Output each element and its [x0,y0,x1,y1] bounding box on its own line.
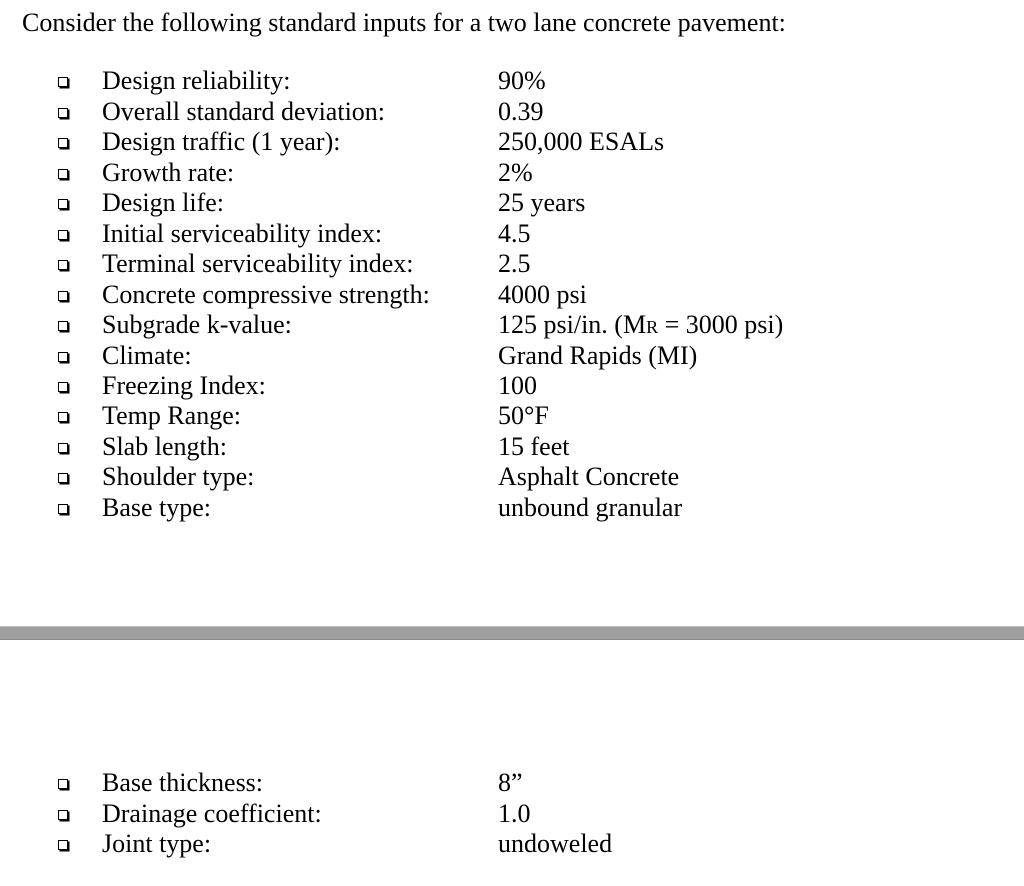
checkbox-bullet-icon [58,77,68,87]
input-value: 2% [498,158,533,187]
value-subscript: R [646,317,659,337]
list-item [0,66,1024,96]
list-item [0,371,1024,401]
list-item [0,493,1024,523]
value-prefix: 125 psi/in. (M [498,310,647,339]
list-item [0,432,1024,462]
input-label: Terminal serviceability index: [102,249,414,278]
input-label: Climate: [102,341,192,370]
list-item [0,280,1024,310]
list-item [0,768,1024,798]
input-value: undoweled [498,829,613,858]
input-value: 25 years [498,188,586,217]
checkbox-bullet-icon [58,504,68,514]
list-item [0,829,1024,859]
input-label: Growth rate: [102,158,235,187]
checkbox-bullet-icon [58,291,68,301]
input-label: Drainage coefficient: [102,799,322,828]
checkbox-bullet-icon [58,352,68,362]
checkbox-bullet-icon [58,260,68,270]
checkbox-bullet-icon [58,230,68,240]
input-value: 1.0 [498,799,531,828]
page-divider [0,626,1024,640]
checkbox-bullet-icon [58,840,68,850]
input-label: Overall standard deviation: [102,97,386,126]
list-item [0,188,1024,218]
list-item [0,249,1024,279]
input-label: Subgrade k-value: [102,310,292,339]
input-value: 100 [498,371,537,400]
input-label: Design life: [102,188,225,217]
checkbox-bullet-icon [58,810,68,820]
list-item [0,341,1024,371]
checkbox-bullet-icon [58,412,68,422]
input-value: 250,000 ESALs [498,127,665,156]
input-value: 4.5 [498,219,531,248]
input-label: Slab length: [102,432,227,461]
input-label: Concrete compressive strength: [102,280,430,309]
value-suffix: = 3000 psi) [658,310,784,339]
input-value: 4000 psi [498,280,587,309]
checkbox-bullet-icon [58,321,68,331]
input-label: Base thickness: [102,768,264,797]
input-label: Joint type: [102,829,212,858]
input-value: unbound granular [498,493,683,522]
list-item [0,462,1024,492]
list-item [0,799,1024,829]
input-value: 50°F [498,401,549,430]
input-label: Initial serviceability index: [102,219,383,248]
list-item [0,158,1024,188]
input-value: 8” [498,768,523,797]
checkbox-bullet-icon [58,382,68,392]
checkbox-bullet-icon [58,169,68,179]
intro-text: Consider the following standard inputs for a two lane concrete pavement: [22,8,786,37]
list-item [0,401,1024,431]
list-item [0,127,1024,157]
input-value: Asphalt Concrete [498,462,680,491]
checkbox-bullet-icon [58,108,68,118]
input-label: Design reliability: [102,66,291,95]
input-value: 15 feet [498,432,570,461]
checkbox-bullet-icon [58,199,68,209]
input-value: 90% [498,66,546,95]
input-label: Design traffic (1 year): [102,127,341,156]
input-value: Grand Rapids (MI) [498,341,698,370]
checkbox-bullet-icon [58,138,68,148]
list-item [0,219,1024,249]
input-label: Base type: [102,493,212,522]
input-value [498,310,783,342]
input-label: Temp Range: [102,401,241,430]
list-item [0,310,1024,340]
checkbox-bullet-icon [58,473,68,483]
list-item [0,97,1024,127]
input-value: 0.39 [498,97,544,126]
input-label: Shoulder type: [102,462,255,491]
input-label: Freezing Index: [102,371,266,400]
checkbox-bullet-icon [58,779,68,789]
checkbox-bullet-icon [58,443,68,453]
input-value: 2.5 [498,249,531,278]
